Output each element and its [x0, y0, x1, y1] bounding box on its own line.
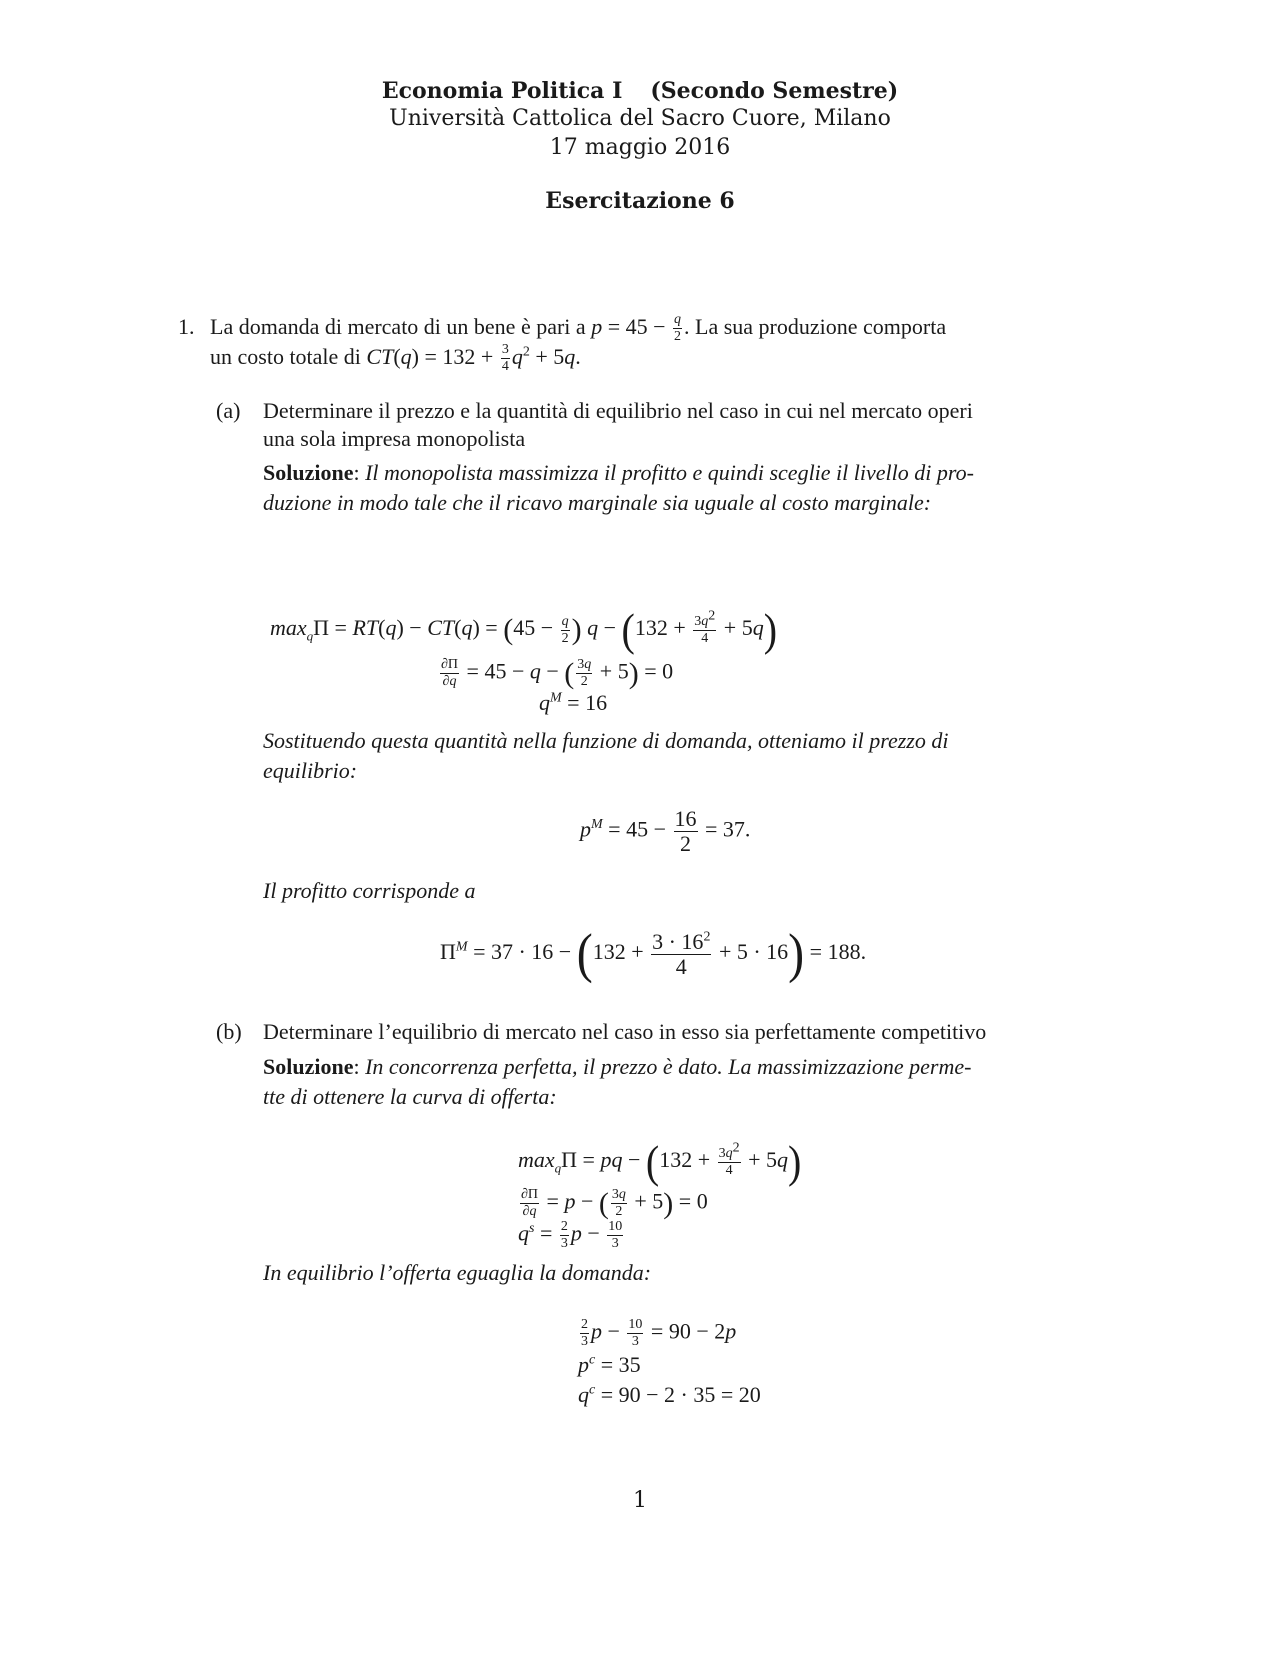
solution-label: Soluzione: [263, 460, 354, 485]
competitive-quantity: $q^c = 90 - 2 \cdot 35 = 20$: [578, 1382, 761, 1407]
equilibrium-text: In equilibrio l’offerta eguaglia la domanda:: [263, 1260, 652, 1285]
part-b-solution-line2: tte di ottenere la curva di offerta:: [263, 1084, 557, 1109]
part-a-solution-line1: Soluzione: Il monopolista massimizza il profitto e quindi sceglie il livello di pro-: [263, 460, 974, 485]
monopoly-profit-value-equation: $\Pi^M = 37 \cdot 16 - (132$ + $\frac{3 \cdot 16^2}{4}$ + 5 · 16) = 188.: [440, 922, 867, 984]
date: 17 maggio 2016: [549, 135, 731, 160]
profit-value: 188: [827, 939, 861, 965]
solution-text-b: In concorrenza perfetta, il prezzo è dato. La massimizzazione perme-: [365, 1054, 972, 1079]
competitive-profit-equation: $\max_q\Pi$ = pq − (132 + $\frac{3q^2}{4}$ + 5q): [518, 1135, 802, 1188]
monopoly-quantity: $q^M = 16$: [539, 690, 608, 715]
demand-equation: p = 45 − $\frac{q}{2}$: [591, 312, 682, 345]
part-b-label: (b): [216, 1019, 242, 1044]
exercise-title: Esercitazione 6: [545, 188, 735, 214]
solution-text: Il monopolista massimizza il profitto e quindi sceglie il livello di pro-: [365, 460, 974, 485]
course-name: Economia Politica I: [381, 78, 623, 104]
part-b-question: Determinare l’equilibrio di mercato nel caso in esso sia perfettamente competitivo: [263, 1019, 987, 1044]
substitution-text-line1: Sostituendo questa quantità nella funzione di domanda, otteniamo il prezzo di: [263, 728, 949, 753]
qM-value: 16: [585, 690, 608, 715]
cost-text: un costo totale di: [210, 344, 361, 369]
part-a-label: (a): [216, 398, 241, 423]
qc-value: 20: [738, 1382, 761, 1407]
part-b-solution-line1: Soluzione: In concorrenza perfetta, il prezzo è dato. La massimizzazione perme-: [263, 1054, 972, 1079]
cost-equation: CT(q) = 132 + $\frac{3}{4}$ $q^2 + 5q$.: [366, 342, 581, 375]
monopoly-profit-equation: $\max_q\Pi = RT(q) - CT(q) = (45$ − $\frac{q}{2}$ ) q − (132 + $\frac{3q^2}{4}$ + 5q): [270, 603, 778, 656]
part-a-question-line2: una sola impresa monopolista: [263, 426, 526, 451]
course-title-line: [0, 76, 1280, 107]
problem-text: La domanda di mercato di un bene è pari a: [210, 314, 586, 339]
substitution-text-line2: equilibrio:: [263, 758, 358, 783]
problem-statement-line2: [210, 342, 581, 374]
monopoly-foc-equation: $\frac{\partial\Pi}{\partial q}$ = 45 − q − ( $\frac{3q}{2}$ + 5) = 0: [441, 656, 674, 690]
monopoly-price-equation: $p^M = 45$ − $\frac{16}{2}$ = 37.: [580, 806, 751, 856]
solution-label-b: Soluzione: [263, 1054, 354, 1079]
problem-text-post: . La sua produzione comporta: [684, 314, 947, 339]
pc-value: 35: [618, 1352, 641, 1377]
part-a-solution-line2: duzione in modo tale che il ricavo marginale sia uguale al costo marginale:: [263, 490, 932, 515]
competitive-price: $p^c = 35$: [578, 1352, 641, 1377]
profit-text: Il profitto corrisponde a: [263, 878, 476, 903]
semester: (Secondo Semestre): [650, 78, 899, 104]
supply-curve-equation: $q^s$ = $\frac{2}{3}$ p − $\frac{10}{3}$: [518, 1219, 623, 1251]
university: Università Cattolica del Sacro Cuore, Milano: [389, 106, 891, 131]
part-a-question-line1: Determinare il prezzo e la quantità di equilibrio nel caso in cui nel mercato operi: [263, 398, 973, 423]
equilibrium-condition: $\frac{2}{3}$ p − $\frac{10}{3}$ = 90 − 2p: [581, 1317, 737, 1349]
problem-statement-line1: [210, 312, 946, 344]
problem-number: 1.: [178, 314, 195, 339]
competitive-foc-equation: $\frac{\partial\Pi}{\partial q}$ = p − ( $\frac{3q}{2}$ + 5) = 0: [521, 1186, 708, 1220]
pM-value: 37: [722, 816, 745, 842]
page-number: 1: [633, 1488, 647, 1513]
